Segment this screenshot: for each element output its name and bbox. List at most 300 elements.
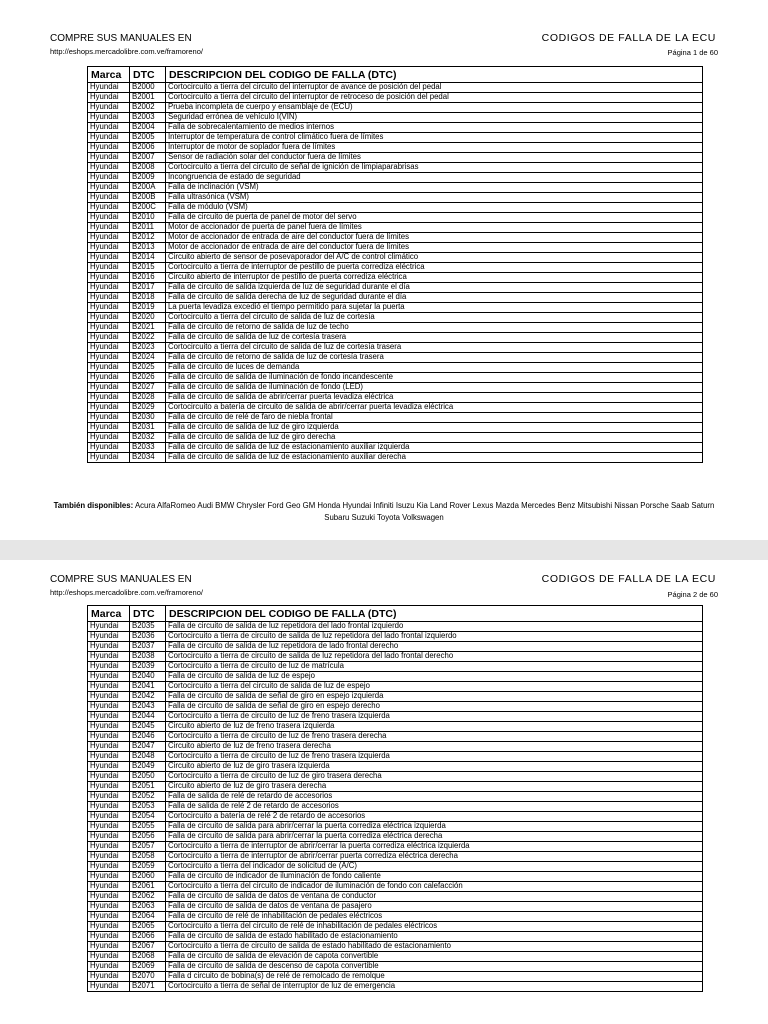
cell-marca: Hyundai [88, 652, 130, 662]
page-number: Página 2 de 60 [667, 590, 718, 599]
header-url[interactable]: http://eshops.mercadolibre.com.ve/framoreno/ [50, 588, 203, 597]
table-row [88, 682, 703, 692]
header-buy-text: COMPRE SUS MANUALES EN [50, 33, 192, 44]
column-header-descripcion: DESCRIPCION DEL CODIGO DE FALLA (DTC) [166, 606, 703, 622]
cell-marca: Hyundai [88, 902, 130, 912]
cell-descripcion: Falla de módulo (VSM) [166, 203, 703, 213]
cell-descripcion: Circuito abierto de luz de giro trasera izquierda [166, 762, 703, 772]
table-row [88, 433, 703, 443]
cell-descripcion: Seguridad errónea de vehículo I(VIN) [166, 113, 703, 123]
cell-marca: Hyundai [88, 692, 130, 702]
cell-dtc: B2020 [130, 313, 166, 323]
cell-marca: Hyundai [88, 962, 130, 972]
cell-descripcion: Falla de inclinación (VSM) [166, 183, 703, 193]
cell-dtc: B2018 [130, 293, 166, 303]
cell-descripcion: Falla de circuito de salida de luz repetidora del lado frontal izquierdo [166, 622, 703, 632]
cell-marca: Hyundai [88, 373, 130, 383]
table-row [88, 632, 703, 642]
cell-marca: Hyundai [88, 762, 130, 772]
cell-marca: Hyundai [88, 433, 130, 443]
cell-dtc: B2002 [130, 103, 166, 113]
cell-dtc: B2048 [130, 752, 166, 762]
cell-dtc: B2070 [130, 972, 166, 982]
cell-dtc: B2045 [130, 722, 166, 732]
cell-marca: Hyundai [88, 682, 130, 692]
cell-marca: Hyundai [88, 423, 130, 433]
table-row [88, 313, 703, 323]
cell-dtc: B2016 [130, 273, 166, 283]
cell-dtc: B200A [130, 183, 166, 193]
cell-marca: Hyundai [88, 742, 130, 752]
cell-marca: Hyundai [88, 183, 130, 193]
table-row [88, 253, 703, 263]
cell-marca: Hyundai [88, 103, 130, 113]
cell-dtc: B2063 [130, 902, 166, 912]
table-row [88, 842, 703, 852]
table-row [88, 622, 703, 632]
cell-descripcion: Falla de circuito de relé de inhabilitación de pedales eléctricos [166, 912, 703, 922]
cell-descripcion: Falla de circuito de salida de señal de giro en espejo derecho [166, 702, 703, 712]
cell-marca: Hyundai [88, 772, 130, 782]
table-row [88, 323, 703, 333]
cell-descripcion: Falla de circuito de salida de descenso de capota convertible [166, 962, 703, 972]
page-number: Página 1 de 60 [667, 48, 718, 57]
cell-descripcion: Cortocircuito a tierra de interruptor de abrir/cerrar la puerta corrediza eléctrica izquierda [166, 842, 703, 852]
cell-descripcion: Cortocircuito a batería de circuito de salida de abrir/cerrar puerta levadiza eléctrica [166, 403, 703, 413]
cell-dtc: B2031 [130, 423, 166, 433]
cell-descripcion: Circuito abierto de luz de freno trasera derecha [166, 742, 703, 752]
column-header-dtc: DTC [130, 67, 166, 83]
cell-dtc: B2022 [130, 333, 166, 343]
footer-brands: Acura AlfaRomeo Audi BMW Chrysler Ford Geo GM Honda Hyundai Infiniti Isuzu Kia Land Rover Lexus Mazda Mercedes Benz Mitsubishi Nissan Porsche Saab Saturn Subaru Suzuki Toyota Volkswagen [134, 501, 715, 522]
table-row [88, 343, 703, 353]
cell-descripcion: Cortocircuito a tierra del indicador de solicitud de (A/C) [166, 862, 703, 872]
table-row [88, 712, 703, 722]
cell-descripcion: Falla de circuito de salida de luz de giro derecha [166, 433, 703, 443]
table-row [88, 143, 703, 153]
table-row [88, 123, 703, 133]
cell-marca: Hyundai [88, 243, 130, 253]
cell-marca: Hyundai [88, 892, 130, 902]
header-url[interactable]: http://eshops.mercadolibre.com.ve/framoreno/ [50, 47, 203, 56]
cell-descripcion: Cortocircuito a tierra de circuito de salida de estado habilitado de estacionamiento [166, 942, 703, 952]
cell-marca: Hyundai [88, 223, 130, 233]
cell-dtc: B2066 [130, 932, 166, 942]
cell-marca: Hyundai [88, 672, 130, 682]
table-row [88, 353, 703, 363]
table-row [88, 133, 703, 143]
table-row [88, 103, 703, 113]
cell-dtc: B2055 [130, 822, 166, 832]
cell-descripcion: Cortocircuito a tierra del circuito de salida de luz de espejo [166, 682, 703, 692]
cell-descripcion: Prueba incompleta de cuerpo y ensamblaje de (ECU) [166, 103, 703, 113]
cell-marca: Hyundai [88, 313, 130, 323]
table-row [88, 942, 703, 952]
table-row [88, 233, 703, 243]
cell-marca: Hyundai [88, 792, 130, 802]
table-row [88, 732, 703, 742]
cell-descripcion: Falla de salida de relé 2 de retardo de accesorios [166, 802, 703, 812]
cell-marca: Hyundai [88, 802, 130, 812]
cell-dtc: B2012 [130, 233, 166, 243]
cell-descripcion: Falla de circuito de salida de elevación de capota convertible [166, 952, 703, 962]
cell-descripcion: Cortocircuito a tierra de circuito de salida de luz repetidora del lado frontal derecho [166, 652, 703, 662]
table-row [88, 193, 703, 203]
table-row [88, 952, 703, 962]
table-row [88, 812, 703, 822]
table-row [88, 393, 703, 403]
cell-marca: Hyundai [88, 393, 130, 403]
table-row [88, 932, 703, 942]
cell-dtc: B2001 [130, 93, 166, 103]
cell-descripcion: Falla de salida de relé de retardo de accesorios [166, 792, 703, 802]
cell-descripcion: Falla de circuito de salida de luz de estacionamiento auxiliar derecha [166, 453, 703, 463]
cell-dtc: B2056 [130, 832, 166, 842]
cell-dtc: B2060 [130, 872, 166, 882]
table-row [88, 223, 703, 233]
cell-dtc: B2061 [130, 882, 166, 892]
cell-descripcion: Falla de circuito de salida de luz de giro izquierda [166, 423, 703, 433]
table-row [88, 453, 703, 463]
cell-marca: Hyundai [88, 912, 130, 922]
table-row [88, 383, 703, 393]
cell-descripcion: Falla de circuito de retorno de salida de luz de techo [166, 323, 703, 333]
cell-descripcion: Sensor de radiación solar del conductor fuera de límites [166, 153, 703, 163]
table-row [88, 373, 703, 383]
column-header-marca: Marca [88, 606, 130, 622]
cell-descripcion: Falla de circuito de luces de demanda [166, 363, 703, 373]
cell-descripcion: Circuito abierto de luz de giro trasera derecha [166, 782, 703, 792]
cell-marca: Hyundai [88, 83, 130, 93]
cell-dtc: B2025 [130, 363, 166, 373]
table-row [88, 173, 703, 183]
cell-marca: Hyundai [88, 113, 130, 123]
cell-marca: Hyundai [88, 383, 130, 393]
table-row [88, 163, 703, 173]
cell-descripcion: Falla de circuito de salida de iluminación de fondo (LED) [166, 383, 703, 393]
table-row [88, 742, 703, 752]
table-row [88, 403, 703, 413]
cell-marca: Hyundai [88, 273, 130, 283]
dtc-table-body [88, 622, 703, 992]
cell-marca: Hyundai [88, 972, 130, 982]
table-row [88, 83, 703, 93]
cell-descripcion: Cortocircuito a tierra de circuito de luz de matrícula [166, 662, 703, 672]
cell-marca: Hyundai [88, 822, 130, 832]
cell-descripcion: Cortocircuito a tierra del circuito del interruptor de avance de posición del pedal [166, 83, 703, 93]
cell-dtc: B2039 [130, 662, 166, 672]
cell-descripcion: Falla de circuito de salida de luz repetidora de lado frontal derecho [166, 642, 703, 652]
table-row [88, 273, 703, 283]
cell-marca: Hyundai [88, 842, 130, 852]
cell-marca: Hyundai [88, 173, 130, 183]
table-row [88, 293, 703, 303]
table-row [88, 333, 703, 343]
cell-marca: Hyundai [88, 323, 130, 333]
cell-marca: Hyundai [88, 702, 130, 712]
footer-label: También disponibles: [53, 501, 134, 510]
cell-descripcion: Cortocircuito a tierra de circuito de luz de freno trasera izquierda [166, 752, 703, 762]
cell-descripcion: Falla de circuito de puerta de panel de motor del servo [166, 213, 703, 223]
cell-dtc: B2034 [130, 453, 166, 463]
cell-descripcion: Motor de accionador de puerta de panel fuera de límites [166, 223, 703, 233]
cell-dtc: B2062 [130, 892, 166, 902]
cell-marca: Hyundai [88, 632, 130, 642]
cell-dtc: B2027 [130, 383, 166, 393]
also-available-footer [40, 500, 728, 524]
cell-dtc: B2050 [130, 772, 166, 782]
cell-dtc: B2069 [130, 962, 166, 972]
cell-marca: Hyundai [88, 722, 130, 732]
table-row [88, 982, 703, 992]
cell-descripcion: Cortocircuito a tierra del circuito de salida de luz de cortesía trasera [166, 343, 703, 353]
table-row [88, 93, 703, 103]
cell-dtc: B2051 [130, 782, 166, 792]
cell-dtc: B2044 [130, 712, 166, 722]
cell-dtc: B2054 [130, 812, 166, 822]
cell-dtc: B2019 [130, 303, 166, 313]
cell-dtc: B2004 [130, 123, 166, 133]
table-row [88, 802, 703, 812]
cell-dtc: B2030 [130, 413, 166, 423]
cell-dtc: B2042 [130, 692, 166, 702]
table-row [88, 772, 703, 782]
cell-dtc: B2015 [130, 263, 166, 273]
cell-descripcion: Cortocircuito a tierra de interruptor de abrir/cerrar puerta corrediza eléctrica derecha [166, 852, 703, 862]
cell-dtc: B2013 [130, 243, 166, 253]
cell-marca: Hyundai [88, 732, 130, 742]
cell-marca: Hyundai [88, 143, 130, 153]
table-row [88, 263, 703, 273]
cell-descripcion: Falla de circuito de salida para abrir/cerrar la puerta corrediza eléctrica derecha [166, 832, 703, 842]
cell-marca: Hyundai [88, 952, 130, 962]
cell-dtc: B2005 [130, 133, 166, 143]
cell-marca: Hyundai [88, 862, 130, 872]
cell-descripcion: Motor de accionador de entrada de aire del conductor fuera de límites [166, 233, 703, 243]
cell-marca: Hyundai [88, 333, 130, 343]
cell-dtc: B2067 [130, 942, 166, 952]
cell-marca: Hyundai [88, 343, 130, 353]
cell-descripcion: Falla de circuito de salida de datos de ventana de conductor [166, 892, 703, 902]
table-row [88, 832, 703, 842]
table-row [88, 113, 703, 123]
cell-marca: Hyundai [88, 203, 130, 213]
table-row [88, 892, 703, 902]
cell-dtc: B2021 [130, 323, 166, 333]
cell-marca: Hyundai [88, 882, 130, 892]
table-row [88, 912, 703, 922]
cell-marca: Hyundai [88, 253, 130, 263]
cell-descripcion: Falla de circuito de salida de estado habilitado de estacionamiento [166, 932, 703, 942]
cell-descripcion: Falla de circuito de relé de faro de niebla frontal [166, 413, 703, 423]
cell-marca: Hyundai [88, 193, 130, 203]
cell-dtc: B2068 [130, 952, 166, 962]
dtc-table [87, 66, 703, 463]
cell-marca: Hyundai [88, 163, 130, 173]
cell-descripcion: Falla de circuito de salida de iluminación de fondo incandescente [166, 373, 703, 383]
table-row [88, 662, 703, 672]
cell-dtc: B2000 [130, 83, 166, 93]
table-row [88, 792, 703, 802]
cell-dtc: B2010 [130, 213, 166, 223]
column-header-marca: Marca [88, 67, 130, 83]
cell-dtc: B2003 [130, 113, 166, 123]
cell-marca: Hyundai [88, 303, 130, 313]
table-row [88, 862, 703, 872]
cell-descripcion: Cortocircuito a tierra de circuito de luz de giro trasera derecha [166, 772, 703, 782]
cell-marca: Hyundai [88, 852, 130, 862]
cell-marca: Hyundai [88, 133, 130, 143]
cell-descripcion: Cortocircuito a tierra del circuito de señal de ignición de limpiaparabrisas [166, 163, 703, 173]
cell-descripcion: Cortocircuito a tierra del circuito de salida de luz de cortesía [166, 313, 703, 323]
cell-descripcion: Cortocircuito a tierra de interruptor de pestillo de puerta corrediza eléctrica [166, 263, 703, 273]
table-row [88, 153, 703, 163]
table-row [88, 822, 703, 832]
table-row [88, 962, 703, 972]
cell-descripcion: Cortocircuito a tierra del circuito de indicador de iluminación de fondo con calefacción [166, 882, 703, 892]
table-row [88, 243, 703, 253]
header-buy-text: COMPRE SUS MANUALES EN [50, 574, 192, 585]
table-row [88, 203, 703, 213]
cell-dtc: B2033 [130, 443, 166, 453]
cell-dtc: B2046 [130, 732, 166, 742]
cell-dtc: B2011 [130, 223, 166, 233]
cell-marca: Hyundai [88, 363, 130, 373]
cell-dtc: B2065 [130, 922, 166, 932]
cell-descripcion: Circuito abierto de luz de freno trasera izquierda [166, 722, 703, 732]
cell-dtc: B2038 [130, 652, 166, 662]
cell-dtc: B2052 [130, 792, 166, 802]
cell-dtc: B2009 [130, 173, 166, 183]
cell-descripcion: Cortocircuito a tierra de señal de interruptor de luz de emergencia [166, 982, 703, 992]
dtc-table-body [88, 83, 703, 463]
cell-descripcion: Cortocircuito a tierra del circuito del interruptor de retroceso de posición del pedal [166, 93, 703, 103]
table-row [88, 213, 703, 223]
table-row [88, 782, 703, 792]
table-row [88, 752, 703, 762]
cell-marca: Hyundai [88, 622, 130, 632]
cell-dtc: B2043 [130, 702, 166, 712]
table-row [88, 852, 703, 862]
table-row [88, 902, 703, 912]
cell-descripcion: Cortocircuito a tierra de circuito de salida de luz repetidora del lado frontal izquierdo [166, 632, 703, 642]
table-row [88, 642, 703, 652]
cell-marca: Hyundai [88, 932, 130, 942]
cell-dtc: B200C [130, 203, 166, 213]
cell-descripcion: Falla de circuito de salida para abrir/cerrar la puerta corrediza eléctrica izquierda [166, 822, 703, 832]
table-row [88, 762, 703, 772]
cell-dtc: B2006 [130, 143, 166, 153]
cell-descripcion: Interruptor de temperatura de control climático fuera de límites [166, 133, 703, 143]
header-title: CODIGOS DE FALLA DE LA ECU [541, 573, 716, 585]
cell-marca: Hyundai [88, 982, 130, 992]
cell-marca: Hyundai [88, 233, 130, 243]
cell-descripcion: Interruptor de motor de soplador fuera de límites [166, 143, 703, 153]
cell-descripcion: Incongruencia de estado de seguridad [166, 173, 703, 183]
cell-descripcion: Falla d circuito de bobina(s) de relé de remolcado de remolque [166, 972, 703, 982]
table-row [88, 363, 703, 373]
cell-marca: Hyundai [88, 263, 130, 273]
table-row [88, 652, 703, 662]
cell-dtc: B200B [130, 193, 166, 203]
cell-marca: Hyundai [88, 872, 130, 882]
table-row [88, 303, 703, 313]
table-row [88, 972, 703, 982]
table-row [88, 692, 703, 702]
cell-descripcion: Falla de circuito de salida de datos de ventana de pasajero [166, 902, 703, 912]
document-page-2 [0, 560, 768, 1024]
cell-dtc: B2029 [130, 403, 166, 413]
table-row [88, 882, 703, 892]
cell-dtc: B2057 [130, 842, 166, 852]
table-row [88, 423, 703, 433]
cell-dtc: B2053 [130, 802, 166, 812]
cell-dtc: B2049 [130, 762, 166, 772]
table-row [88, 722, 703, 732]
cell-dtc: B2007 [130, 153, 166, 163]
cell-descripcion: Falla de circuito de salida de luz de espejo [166, 672, 703, 682]
cell-descripcion: Cortocircuito a batería de relé 2 de retardo de accesorios [166, 812, 703, 822]
cell-dtc: B2024 [130, 353, 166, 363]
cell-dtc: B2071 [130, 982, 166, 992]
cell-marca: Hyundai [88, 403, 130, 413]
cell-dtc: B2040 [130, 672, 166, 682]
table-row [88, 183, 703, 193]
cell-marca: Hyundai [88, 153, 130, 163]
cell-dtc: B2008 [130, 163, 166, 173]
cell-dtc: B2035 [130, 622, 166, 632]
column-header-descripcion: DESCRIPCION DEL CODIGO DE FALLA (DTC) [166, 67, 703, 83]
cell-dtc: B2026 [130, 373, 166, 383]
cell-dtc: B2041 [130, 682, 166, 692]
cell-marca: Hyundai [88, 942, 130, 952]
table-row [88, 922, 703, 932]
cell-dtc: B2036 [130, 632, 166, 642]
cell-marca: Hyundai [88, 443, 130, 453]
cell-descripcion: Motor de accionador de entrada de aire del conductor fuera de límites [166, 243, 703, 253]
cell-descripcion: Falla de circuito de salida de luz de cortesía trasera [166, 333, 703, 343]
cell-marca: Hyundai [88, 832, 130, 842]
cell-descripcion: Cortocircuito a tierra de circuito de luz de freno trasera izquierda [166, 712, 703, 722]
cell-descripcion: Falla de circuito de salida de luz de estacionamiento auxiliar izquierda [166, 443, 703, 453]
header-title: CODIGOS DE FALLA DE LA ECU [541, 32, 716, 44]
column-header-dtc: DTC [130, 606, 166, 622]
cell-dtc: B2059 [130, 862, 166, 872]
cell-dtc: B2023 [130, 343, 166, 353]
cell-marca: Hyundai [88, 293, 130, 303]
cell-descripcion: Circuito abierto de sensor de posevaporador del A/C de control climático [166, 253, 703, 263]
cell-marca: Hyundai [88, 413, 130, 423]
cell-descripcion: Cortocircuito a tierra de circuito de luz de freno trasera derecha [166, 732, 703, 742]
dtc-table [87, 605, 703, 992]
cell-descripcion: Falla de circuito de salida de señal de giro en espejo izquierda [166, 692, 703, 702]
cell-marca: Hyundai [88, 123, 130, 133]
table-row [88, 702, 703, 712]
cell-marca: Hyundai [88, 642, 130, 652]
cell-marca: Hyundai [88, 662, 130, 672]
cell-dtc: B2032 [130, 433, 166, 443]
cell-marca: Hyundai [88, 752, 130, 762]
cell-descripcion: Falla de circuito de retorno de salida de luz de cortesía trasera [166, 353, 703, 363]
cell-marca: Hyundai [88, 922, 130, 932]
cell-descripcion: Cortocircuito a tierra del circuito de relé de inhabilitación de pedales eléctricos [166, 922, 703, 932]
cell-descripcion: Circuito abierto de interruptor de pestillo de puerta corrediza eléctrica [166, 273, 703, 283]
cell-dtc: B2037 [130, 642, 166, 652]
cell-descripcion: La puerta levadiza excedió el tiempo permitido para sujetar la puerta [166, 303, 703, 313]
cell-descripcion: Falla de sobrecalentamiento de medios internos [166, 123, 703, 133]
cell-marca: Hyundai [88, 213, 130, 223]
cell-dtc: B2014 [130, 253, 166, 263]
